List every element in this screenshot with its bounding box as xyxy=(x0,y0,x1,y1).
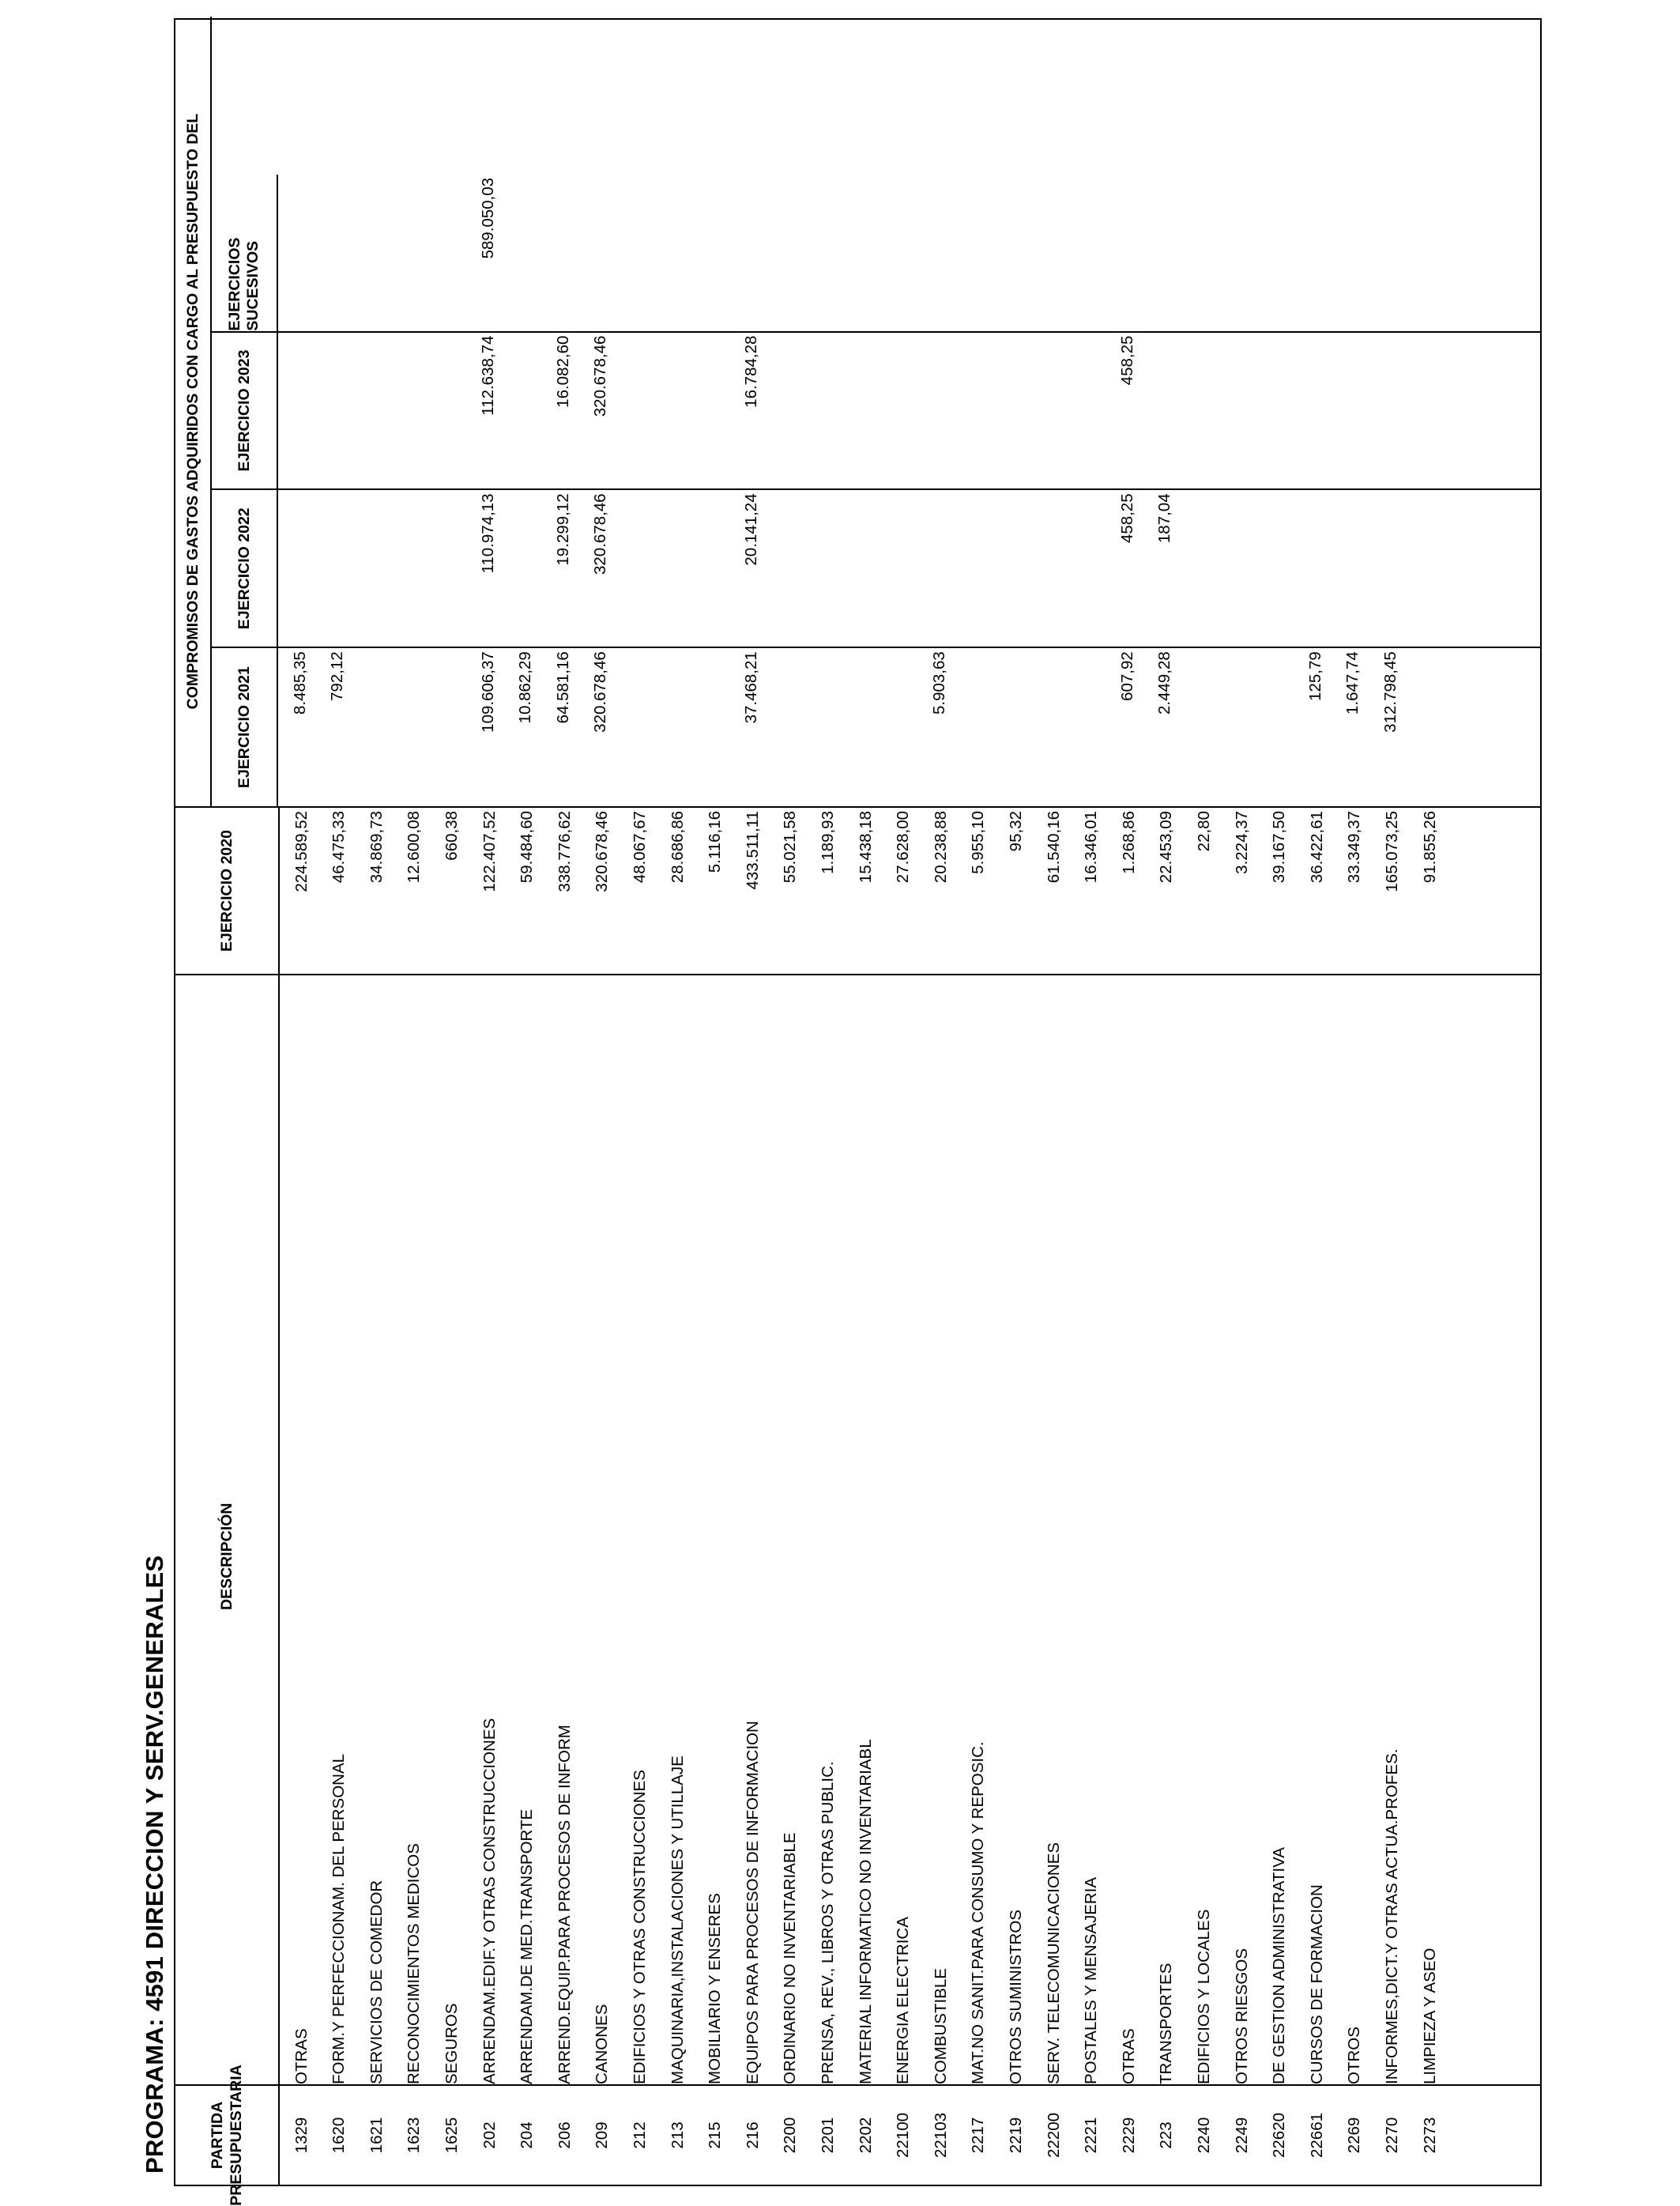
ejercicio-2022-cell: 110.974,13 xyxy=(478,493,497,574)
ejercicio-2021-cell xyxy=(431,648,469,806)
descripcion-cell: MATERIAL INFORMATICO NO INVENTARIABL xyxy=(856,1739,875,2084)
ejercicio-2022-cell xyxy=(281,490,318,647)
ejercicio-2021-cell xyxy=(846,648,883,806)
ejercicio-2023-cell xyxy=(808,333,845,489)
ejercicio-2020-cell: 5.955,10 xyxy=(969,811,988,874)
ejercicio-2021-cell xyxy=(770,648,808,806)
ejercicio-2021-cell xyxy=(959,648,996,806)
ejercicio-2022-cell: 187,04 xyxy=(1155,493,1174,544)
descripcion-cell: SERV. TELECOMUNICACIONES xyxy=(1044,1842,1063,2084)
ejercicios-sucesivos-cell xyxy=(394,175,431,331)
ejercicio-2022-cell xyxy=(394,490,431,647)
ejercicio-2022-cell xyxy=(770,490,808,647)
ejercicio-2022-cell: 458,25 xyxy=(1117,493,1136,544)
descripcion-cell: ENERGIA ELECTRICA xyxy=(894,1917,913,2084)
ejercicio-2023-cell xyxy=(1410,333,1447,489)
ejercicio-2020-cell: 55.021,58 xyxy=(781,811,800,884)
ejercicio-2020-cell: 16.346,01 xyxy=(1082,811,1101,884)
descripcion-cell: OTROS xyxy=(1345,2027,1364,2084)
ejercicio-2021-column xyxy=(212,648,1540,806)
ejercicio-2022-cell xyxy=(620,490,657,647)
ejercicio-2022-cell xyxy=(883,490,921,647)
ejercicio-2022-cell xyxy=(1184,490,1221,647)
ejercicio-2020-cell: 1.268,86 xyxy=(1119,811,1138,874)
ejercicio-2023-cell: 320.678,46 xyxy=(591,335,610,417)
ejercicio-2021-cell: 312.798,45 xyxy=(1381,651,1399,733)
partida-cell: 2270 xyxy=(1382,2117,1401,2154)
ejercicio-2021-cell: 125,79 xyxy=(1305,651,1324,701)
ejercicio-2022-cell xyxy=(1410,490,1447,647)
ejercicio-2023-cell xyxy=(1297,333,1334,489)
ejercicio-2021-cell xyxy=(1072,648,1109,806)
descripcion-header: DESCRIPCIÓN xyxy=(175,975,280,2084)
descripcion-cell: INFORMES,DICT.Y OTRAS ACTUA.PROFES. xyxy=(1382,1748,1401,2084)
descripcion-cell: EQUIPOS PARA PROCESOS DE INFORMACION xyxy=(743,1721,762,2084)
descripcion-cell: OTRAS xyxy=(1119,2028,1138,2084)
ejercicio-2021-cell: 37.468,21 xyxy=(741,651,760,724)
partida-cell: 202 xyxy=(480,2121,499,2149)
ejercicio-2020-cell: 122.407,52 xyxy=(480,811,499,892)
ejercicio-2023-cell xyxy=(431,333,469,489)
ejercicio-2020-cell: 36.422,61 xyxy=(1307,811,1326,884)
ejercicio-2020-cell: 46.475,33 xyxy=(330,811,348,884)
ejercicio-2022-cell xyxy=(1222,490,1259,647)
ejercicio-2020-cell: 660,38 xyxy=(442,811,461,861)
ejercicios-sucesivos-cell xyxy=(620,175,657,331)
ejercicio-2020-cell: 61.540,16 xyxy=(1044,811,1063,884)
ejercicio-2021-cell: 5.903,63 xyxy=(929,651,948,715)
partida-cell: 1625 xyxy=(442,2117,461,2154)
budget-table xyxy=(174,18,1542,2206)
descripcion-cell: ORDINARIO NO INVENTARIABLE xyxy=(781,1832,800,2084)
ejercicio-2023-cell xyxy=(620,333,657,489)
partida-cell: 212 xyxy=(630,2121,649,2149)
ejercicio-2022-cell xyxy=(996,490,1033,647)
ejercicios-sucesivos-cell xyxy=(921,175,958,331)
descripcion-cell: DE GESTION ADMINISTRATIVA xyxy=(1270,1847,1289,2084)
ejercicio-2020-cell: 22,80 xyxy=(1194,811,1213,852)
ejercicio-2020-cell: 48.067,67 xyxy=(630,811,649,884)
ejercicio-2020-cell: 15.438,18 xyxy=(856,811,875,884)
ejercicios-sucesivos-cell xyxy=(1372,175,1409,331)
descripcion-cell: POSTALES Y MENSAJERIA xyxy=(1082,1876,1101,2084)
partida-cell: 204 xyxy=(518,2121,537,2149)
ejercicio-2020-cell: 59.484,60 xyxy=(518,811,537,884)
ejercicios-sucesivos-cell xyxy=(1410,175,1447,331)
ejercicio-2023-cell xyxy=(1260,333,1297,489)
ejercicio-2021-cell xyxy=(1410,648,1447,806)
page-title: PROGRAMA: 4591 DIRECCION Y SERV.GENERALES xyxy=(141,1555,168,2174)
ejercicios-sucesivos-cell: 589.050,03 xyxy=(478,177,497,259)
ejercicios-sucesivos-cell xyxy=(1222,175,1259,331)
ejercicio-2022-cell xyxy=(507,490,544,647)
ejercicio-2020-cell: 22.453,09 xyxy=(1157,811,1176,884)
ejercicios-sucesivos-cell xyxy=(1335,175,1372,331)
partida-cell: 1329 xyxy=(292,2117,311,2154)
ejercicios-sucesivos-cell xyxy=(1109,175,1146,331)
ejercicio-2020-cell: 433.511,11 xyxy=(743,811,762,890)
ejercicio-2022-cell xyxy=(959,490,996,647)
partida-cell: 2221 xyxy=(1082,2117,1101,2154)
ejercicios-sucesivos-cell xyxy=(319,175,356,331)
ejercicio-2021-cell: 8.485,35 xyxy=(290,651,309,715)
ejercicio-2022-cell xyxy=(431,490,469,647)
ejercicio-2022-cell xyxy=(1260,490,1297,647)
ejercicios-sucesivos-column xyxy=(212,175,1540,333)
ejercicios-sucesivos-cell xyxy=(883,175,921,331)
ejercicio-2022-cell xyxy=(657,490,695,647)
ejercicio-2021-cell xyxy=(883,648,921,806)
ejercicios-sucesivos-cell xyxy=(733,175,770,331)
ejercicio-2022-cell xyxy=(695,490,733,647)
partida-cell: 215 xyxy=(706,2121,725,2149)
partida-cell: 22103 xyxy=(931,2113,950,2159)
ejercicio-2023-cell xyxy=(394,333,431,489)
descripcion-cell: EDIFICIOS Y OTRAS CONSTRUCCIONES xyxy=(630,1770,649,2084)
ejercicio-2023-cell xyxy=(319,333,356,489)
descripcion-cell: ARRENDAM.EDIF.Y OTRAS CONSTRUCCIONES xyxy=(480,1718,499,2084)
ejercicio-2020-cell: 338.776,62 xyxy=(555,811,574,892)
ejercicio-2023-column xyxy=(212,333,1540,491)
ejercicio-2021-cell xyxy=(996,648,1033,806)
ejercicio-2022-cell: 20.141,24 xyxy=(741,493,760,566)
ejercicio-2022-cell xyxy=(1372,490,1409,647)
ejercicio-2020-cell: 3.224,37 xyxy=(1232,811,1251,874)
ejercicio-2023-cell: 16.082,60 xyxy=(553,335,572,408)
partida-cell: 2269 xyxy=(1345,2117,1364,2154)
ejercicio-2023-cell xyxy=(883,333,921,489)
compromisos-block xyxy=(175,17,1540,808)
ejercicio-2022-cell xyxy=(1297,490,1334,647)
ejercicio-2021-cell xyxy=(1260,648,1297,806)
partida-cell: 2240 xyxy=(1194,2117,1213,2154)
ejercicios-sucesivos-cell xyxy=(1034,175,1071,331)
ejercicio-2022-cell xyxy=(356,490,394,647)
descripcion-cell: MOBILIARIO Y ENSERES xyxy=(706,1893,725,2084)
ejercicio-2020-cell: 34.869,73 xyxy=(367,811,386,884)
ejercicio-2020-cell: 33.349,37 xyxy=(1345,811,1364,884)
ejercicio-2023-cell xyxy=(846,333,883,489)
partida-cell: 2249 xyxy=(1232,2117,1251,2154)
partida-cell: 22200 xyxy=(1044,2113,1063,2159)
descripcion-cell: CANONES xyxy=(593,2004,612,2084)
partida-cell: 1620 xyxy=(330,2117,348,2154)
ejercicio-2021-cell: 1.647,74 xyxy=(1343,651,1362,715)
ejercicio-2022-header: EJERCICIO 2022 xyxy=(212,490,278,647)
ejercicios-sucesivos-cell xyxy=(657,175,695,331)
ejercicios-sucesivos-cell xyxy=(281,175,318,331)
ejercicio-2021-cell: 792,12 xyxy=(328,651,347,701)
ejercicio-2023-cell xyxy=(356,333,394,489)
partida-cell: 1623 xyxy=(405,2117,424,2154)
ejercicio-2020-cell: 20.238,88 xyxy=(931,811,950,884)
ejercicio-2020-cell: 12.600,08 xyxy=(405,811,424,884)
descripcion-cell: OTROS SUMINISTROS xyxy=(1006,1910,1025,2084)
ejercicio-2020-cell: 91.855,26 xyxy=(1420,811,1439,884)
ejercicio-2021-cell xyxy=(394,648,431,806)
ejercicios-sucesivos-cell xyxy=(846,175,883,331)
ejercicios-sucesivos-cell xyxy=(770,175,808,331)
ejercicio-2021-cell xyxy=(620,648,657,806)
ejercicio-2022-cell xyxy=(921,490,958,647)
descripcion-cell: ARREND.EQUIP.PARA PROCESOS DE INFORM xyxy=(555,1725,574,2084)
partida-header: PARTIDA PRESUPUESTARIA xyxy=(175,2086,280,2185)
ejercicio-2020-cell: 320.678,46 xyxy=(593,811,612,892)
ejercicios-sucesivos-cell xyxy=(1184,175,1221,331)
descripcion-cell: CURSOS DE FORMACION xyxy=(1307,1884,1326,2084)
ejercicios-sucesivos-cell xyxy=(582,175,620,331)
ejercicio-2021-cell: 64.581,16 xyxy=(553,651,572,724)
ejercicios-sucesivos-cell xyxy=(431,175,469,331)
ejercicios-sucesivos-header: EJERCICIOS SUCESIVOS xyxy=(212,175,278,331)
ejercicio-2020-cell: 95,32 xyxy=(1006,811,1025,852)
ejercicios-sucesivos-cell xyxy=(808,175,845,331)
partida-cell: 2229 xyxy=(1119,2117,1138,2154)
partida-cell: 2219 xyxy=(1006,2117,1025,2154)
ejercicio-2020-cell: 28.686,86 xyxy=(668,811,687,884)
ejercicio-2020-cell: 165.073,25 xyxy=(1382,811,1401,892)
partida-cell: 22100 xyxy=(894,2113,913,2159)
ejercicios-sucesivos-cell xyxy=(356,175,394,331)
ejercicio-2021-cell xyxy=(1034,648,1071,806)
ejercicio-2022-cell xyxy=(1335,490,1372,647)
partida-cell: 223 xyxy=(1157,2121,1176,2149)
ejercicio-2023-cell: 112.638,74 xyxy=(478,335,497,416)
ejercicios-sucesivos-cell xyxy=(1072,175,1109,331)
ejercicio-2021-cell xyxy=(1184,648,1221,806)
ejercicio-2020-cell: 27.628,00 xyxy=(894,811,913,884)
compromisos-header: COMPROMISOS DE GASTOS ADQUIRIDOS CON CARGO AL PRESUPUESTO DEL xyxy=(175,17,212,806)
descripcion-cell: MAQUINARIA,INSTALACIONES Y UTILLAJE xyxy=(668,1755,687,2084)
partida-cell: 213 xyxy=(668,2121,687,2149)
ejercicio-2023-cell xyxy=(1222,333,1259,489)
ejercicio-2022-cell xyxy=(319,490,356,647)
ejercicio-2023-cell xyxy=(770,333,808,489)
partida-cell: 22661 xyxy=(1307,2113,1326,2159)
ejercicio-2022-cell: 19.299,12 xyxy=(553,493,572,566)
ejercicio-2020-cell: 39.167,50 xyxy=(1270,811,1289,884)
descripcion-cell: OTRAS xyxy=(292,2028,311,2084)
ejercicio-2023-cell xyxy=(1147,333,1184,489)
ejercicio-2022-column xyxy=(212,490,1540,648)
ejercicio-2023-cell xyxy=(281,333,318,489)
ejercicio-2022-cell xyxy=(846,490,883,647)
descripcion-cell: MAT.NO SANIT.PARA CONSUMO Y REPOSIC. xyxy=(969,1741,988,2084)
ejercicio-2023-cell xyxy=(1034,333,1071,489)
ejercicio-2020-header: EJERCICIO 2020 xyxy=(175,808,280,974)
ejercicios-sucesivos-cell xyxy=(1260,175,1297,331)
ejercicio-2023-header: EJERCICIO 2023 xyxy=(212,333,278,489)
ejercicio-2021-cell xyxy=(356,648,394,806)
ejercicio-2022-cell xyxy=(808,490,845,647)
descripcion-cell: COMBUSTIBLE xyxy=(931,1968,950,2084)
descripcion-cell: TRANSPORTES xyxy=(1157,1963,1176,2084)
descripcion-cell: OTROS RIESGOS xyxy=(1232,1948,1251,2084)
partida-cell: 209 xyxy=(593,2121,612,2149)
ejercicio-2023-cell xyxy=(1184,333,1221,489)
ejercicio-2020-cell: 5.116,16 xyxy=(706,811,725,873)
ejercicio-2023-cell xyxy=(1072,333,1109,489)
descripcion-cell: PRENSA, REV., LIBROS Y OTRAS PUBLIC. xyxy=(818,1761,837,2084)
ejercicio-2022-cell xyxy=(1072,490,1109,647)
descripcion-column xyxy=(175,975,1540,2086)
partida-cell: 206 xyxy=(555,2121,574,2149)
ejercicio-2021-cell xyxy=(695,648,733,806)
ejercicio-2020-cell: 1.189,93 xyxy=(818,811,837,874)
ejercicio-2021-cell: 109.606,37 xyxy=(478,651,497,733)
descripcion-cell: SERVICIOS DE COMEDOR xyxy=(367,1880,386,2084)
ejercicio-2022-cell xyxy=(1034,490,1071,647)
partida-cell: 22620 xyxy=(1270,2113,1289,2159)
ejercicio-2021-cell: 320.678,46 xyxy=(591,651,610,733)
partida-cell: 2273 xyxy=(1420,2117,1439,2154)
partida-column xyxy=(175,2065,1540,2206)
partida-cell: 2217 xyxy=(969,2117,988,2154)
ejercicios-sucesivos-cell xyxy=(959,175,996,331)
ejercicio-2023-cell xyxy=(657,333,695,489)
ejercicio-2021-cell xyxy=(808,648,845,806)
partida-cell: 1621 xyxy=(367,2117,386,2154)
ejercicio-2023-cell xyxy=(1372,333,1409,489)
ejercicio-2020-cell: 224.589,52 xyxy=(292,811,311,892)
ejercicio-2021-cell: 10.862,29 xyxy=(516,651,535,724)
ejercicios-sucesivos-cell xyxy=(695,175,733,331)
descripcion-cell: SEGUROS xyxy=(442,2003,461,2084)
ejercicio-2023-cell xyxy=(695,333,733,489)
descripcion-cell: ARRENDAM.DE MED.TRANSPORTE xyxy=(518,1808,537,2084)
partida-cell: 2201 xyxy=(818,2117,837,2154)
ejercicio-2022-cell: 320.678,46 xyxy=(591,493,610,575)
ejercicio-2021-cell xyxy=(1222,648,1259,806)
ejercicio-2021-cell xyxy=(657,648,695,806)
ejercicio-2023-cell xyxy=(996,333,1033,489)
ejercicio-2023-cell xyxy=(921,333,958,489)
ejercicios-sucesivos-cell xyxy=(1147,175,1184,331)
partida-cell: 216 xyxy=(743,2121,762,2149)
partida-cell: 2202 xyxy=(856,2117,875,2154)
descripcion-cell: RECONOCIMIENTOS MEDICOS xyxy=(405,1843,424,2084)
partida-cell: 2200 xyxy=(781,2117,800,2154)
descripcion-cell: EDIFICIOS Y LOCALES xyxy=(1194,1909,1213,2084)
ejercicio-2023-cell: 16.784,28 xyxy=(741,335,760,408)
ejercicios-sucesivos-cell xyxy=(996,175,1033,331)
descripcion-cell: FORM.Y PERFECCIONAM. DEL PERSONAL xyxy=(330,1753,348,2084)
ejercicio-2021-cell: 607,92 xyxy=(1117,651,1136,701)
ejercicio-2023-cell xyxy=(507,333,544,489)
ejercicios-sucesivos-cell xyxy=(507,175,544,331)
ejercicio-2023-cell xyxy=(959,333,996,489)
compromisos-columns xyxy=(212,17,1540,806)
ejercicio-2023-cell: 458,25 xyxy=(1117,335,1136,386)
descripcion-cell: LIMPIEZA Y ASEO xyxy=(1420,1948,1439,2084)
ejercicio-2021-cell: 2.449,28 xyxy=(1155,651,1174,715)
ejercicios-sucesivos-cell xyxy=(544,175,582,331)
ejercicio-2023-cell xyxy=(1335,333,1372,489)
ejercicio-2020-column xyxy=(175,808,1540,975)
ejercicios-sucesivos-cell xyxy=(1297,175,1334,331)
ejercicio-2021-header: EJERCICIO 2021 xyxy=(212,648,278,806)
